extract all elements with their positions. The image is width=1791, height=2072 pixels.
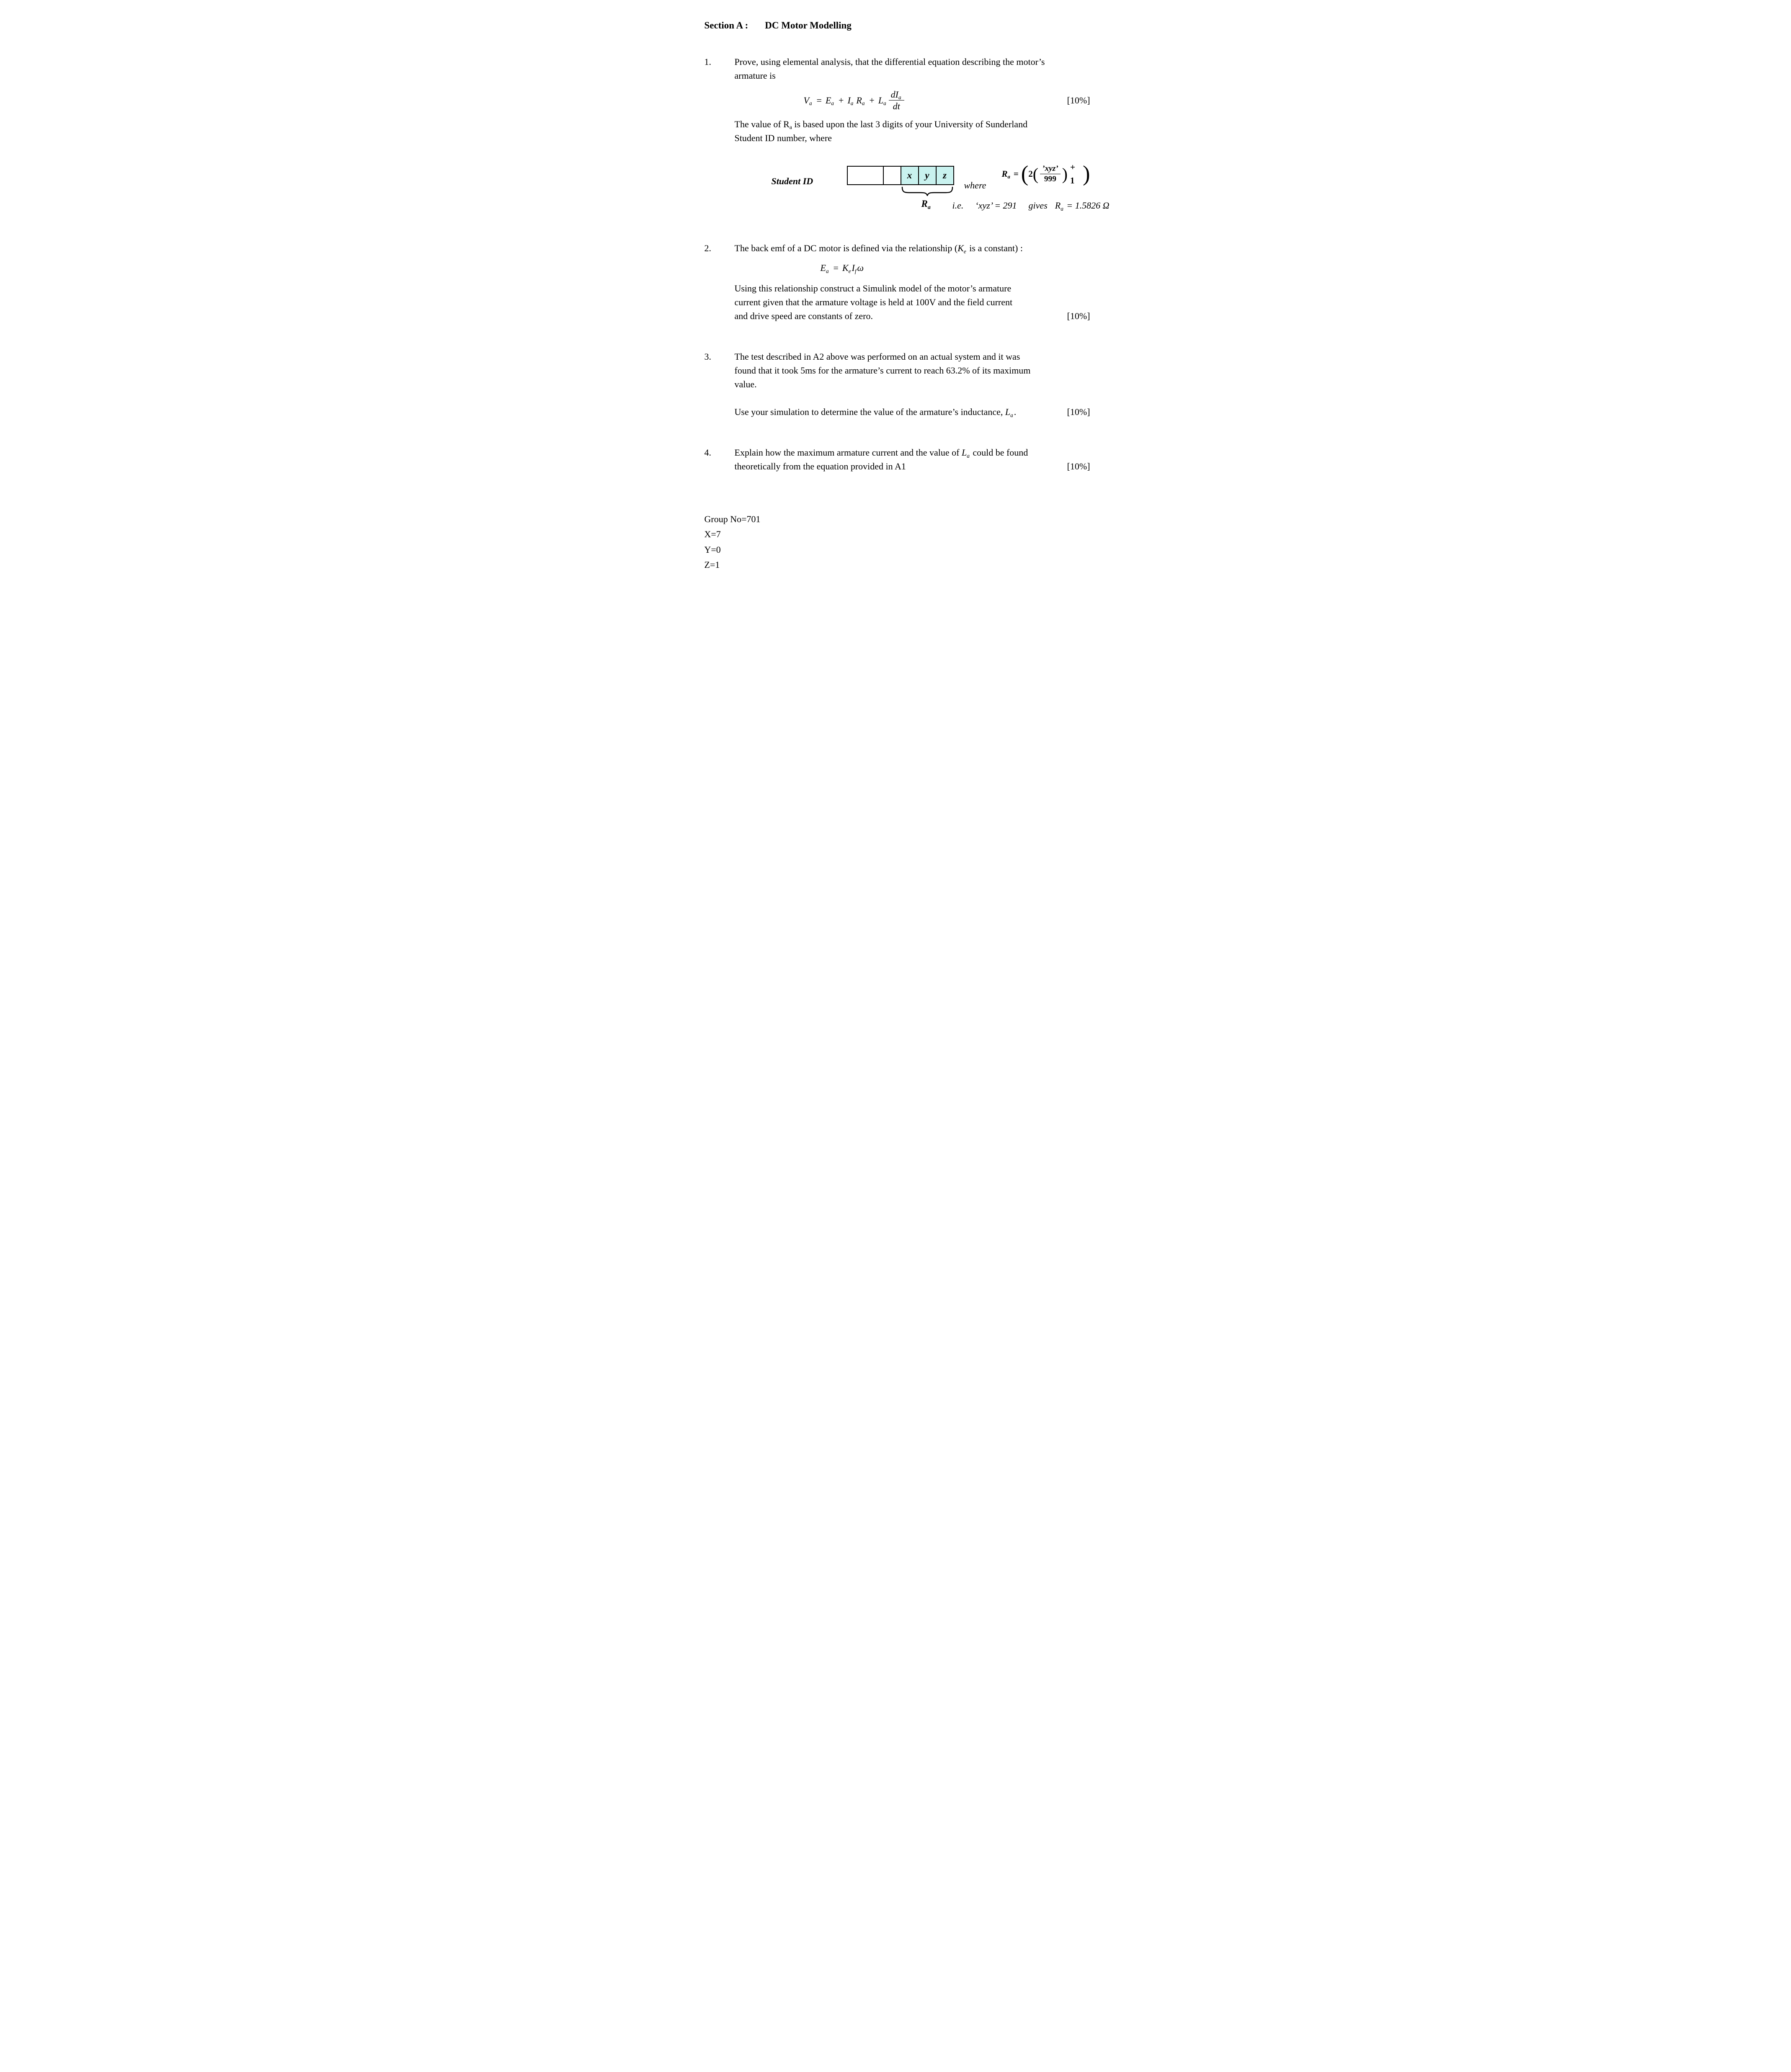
section-label: Section A : [704,20,748,31]
armature-voltage-equation: $V_a$ = $E_a$ + $I_a$ $R_a$ + $L_a$ $\frac{dI_a}{dt}$ [804,89,906,112]
id-digit-cell-empty2 [884,166,901,185]
question-4-text [735,446,1090,473]
ra-brace-label: $R_a$ [921,198,931,210]
question-2-number: 2. [704,243,711,254]
footer-line-x: X=7 [704,529,721,540]
where-label: where [964,180,986,191]
ra-definition-line1: The value of Ra is based upon the last 3 digits of your University of Sunderland [734,119,1028,131]
underbrace-icon [901,187,953,196]
question-3 [705,350,1090,419]
question-1-body [734,55,1110,237]
close-paren-inner: ) [1062,164,1068,183]
question-4-number: 4. [704,447,711,458]
id-digit-cell-empty1 [847,166,884,185]
var-va: V [803,95,809,106]
question-1-intro-line2: armature is [734,70,776,81]
question-2-intro: The back emf of a DC motor is defined via the relationship ($K_e$ is a constant) : [734,243,1023,255]
open-paren-outer: ( [1021,162,1029,186]
student-id-label: Student ID [771,176,813,187]
question-2-task: Using this relationship construct a Simulink model of the motor’s armature current given that the armature voltage is held at 100V and the field current and drive speed are constants of zero. [10%] [735,281,1090,323]
question-1-number: 1. [704,56,711,67]
armature-equation-row [735,89,1090,112]
back-emf-equation-row [735,255,1090,281]
question-3-para1: The test described in A2 above was performed on an actual system and it was found that it took 5ms for the armature’s current to reach 63.2% of its maximum value. [734,351,1031,390]
section-title: DC Motor Modelling [765,20,852,31]
back-emf-equation: $E_a$ = $K_e$ $I_f$ ω [820,263,864,274]
id-digit-cell-x: x [901,166,919,185]
section-heading [705,18,1090,33]
question-4 [705,446,1090,473]
question-2 [705,241,1090,323]
di-dt-fraction: $\frac{dI_a}{dt}$ [889,89,904,112]
q3-mark: [10%] [1067,407,1090,417]
footer-line-y: Y=0 [704,544,721,555]
exam-page [672,0,1120,592]
question-3-number: 3. [704,351,711,362]
open-paren-inner: ( [1032,164,1039,183]
var-ia: I [847,95,851,106]
ra-example-line: i.e. ‘xyz’ = 291 gives $R_a = 1.5826$ Ω [952,200,1110,212]
student-id-boxes [847,166,954,185]
q4-mark: [10%] [1067,461,1090,472]
id-digit-cell-z: z [937,166,954,185]
question-4-body [735,446,1090,473]
close-paren-outer: ) [1083,162,1090,186]
ra-definition-line2: Student ID number, where [734,133,832,144]
question-1-intro-line1: Prove, using elemental analysis, that the differential equation describing the motor’s [734,56,1045,67]
var-la: L [878,95,884,106]
question-3-para2: Use your simulation to determine the value of the armature’s inductance, $L_a$. [10%] [735,405,1090,419]
q2-mark: [10%] [1067,311,1090,322]
xyz-999-fraction: $\frac{\text{’xyz’}}{999}$ [1040,164,1061,184]
footer-group-info [705,512,1090,572]
footer-line-group: Group No=701 [704,514,761,525]
question-3-body [735,350,1090,419]
question-4-line1: Explain how the maximum armature current and the value of $L_a$ could be found [734,447,1028,459]
id-digit-cell-y: y [919,166,937,185]
question-4-line2: theoretically from the equation provided in A1 [734,461,906,472]
student-id-diagram [735,160,1110,218]
var-ea: E [825,95,831,106]
question-2-body [735,241,1090,323]
footer-line-z: Z=1 [704,559,720,570]
question-1 [704,55,1110,237]
ra-equation: $R_a$ = ( 2 ( $\frac{\text{’xyz’}}{999}$ ) + 1 ) [1001,162,1090,186]
var-ra: R [856,95,862,106]
q1-mark: [10%] [1067,95,1090,106]
ra-definition-paragraph [735,117,1090,145]
